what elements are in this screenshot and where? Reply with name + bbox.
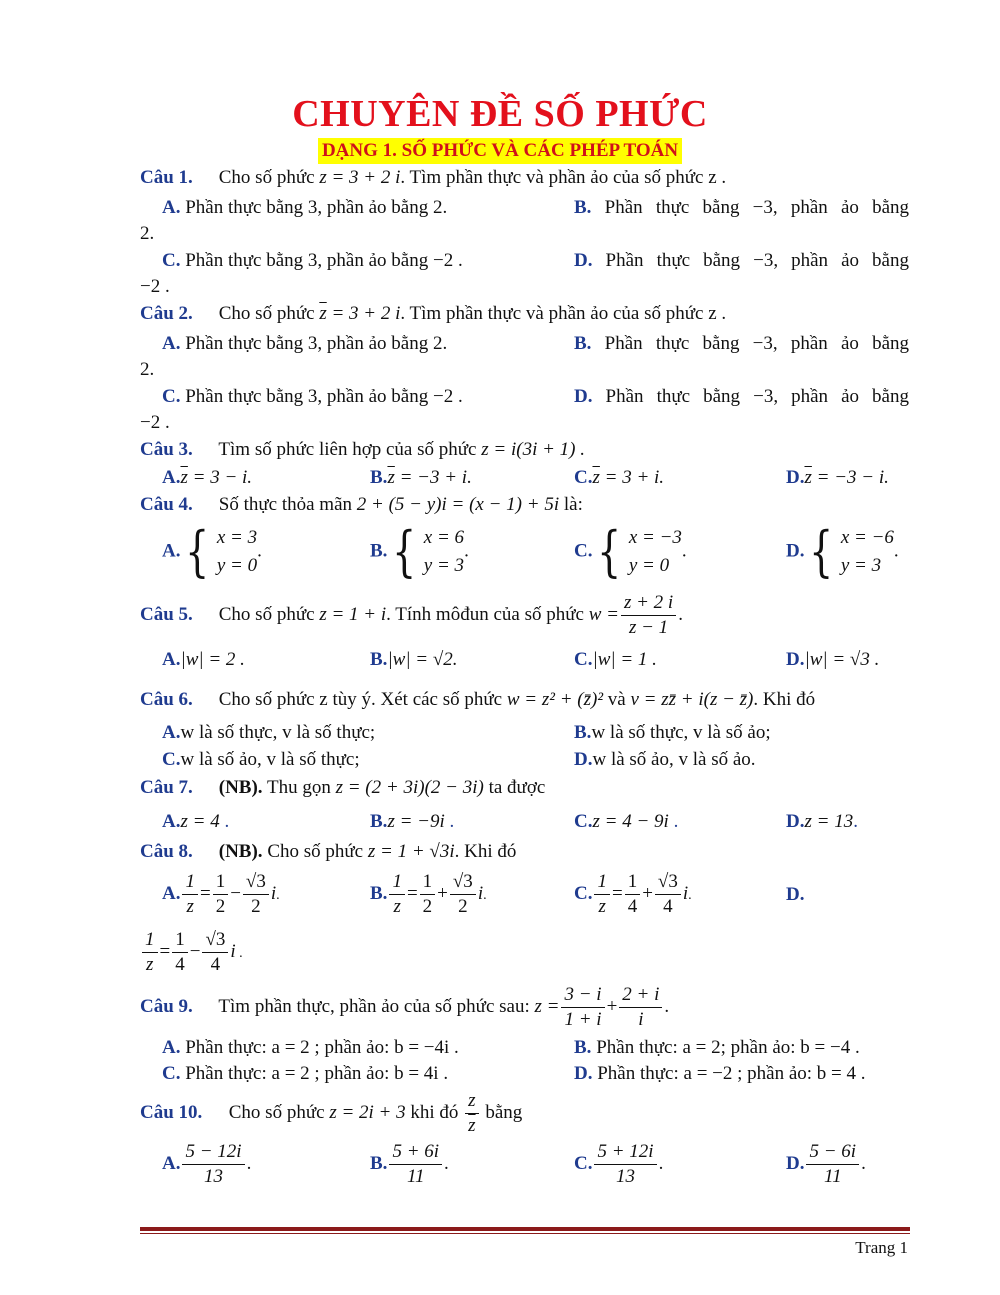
fraction-numerator: z + 2 i xyxy=(621,591,676,616)
answer-b[interactable]: B. $\frac{5 + 6i}{11}$ . xyxy=(370,1141,449,1187)
option-letter: B. xyxy=(574,722,592,743)
answer-a[interactable] xyxy=(162,721,375,745)
answer-d[interactable]: D. { x = −6 y = 3 . xyxy=(786,520,899,583)
answer-d[interactable]: D.z = 13. xyxy=(786,811,858,832)
question-label: Câu 6. xyxy=(140,689,193,710)
question-label: Câu 5. xyxy=(140,604,193,625)
answer-a[interactable]: A. $\frac{5 - 12i}{13}$ . xyxy=(162,1141,252,1187)
answer-b[interactable]: B.z = −9i . xyxy=(370,811,455,832)
section-subtitle: DẠNG 1. SỐ PHỨC VÀ CÁC PHÉP TOÁN xyxy=(318,138,682,164)
fraction xyxy=(621,591,676,640)
answer-d-continued: $\frac{1}{z}$ = $\frac{1}{4}$ − $\frac{√3}{4}$ i . xyxy=(140,928,243,977)
answer-d[interactable]: D. $\frac{5 - 6i}{11}$ . xyxy=(786,1141,866,1187)
option-letter: B. xyxy=(574,333,592,354)
question-label: Câu 1. xyxy=(140,167,193,188)
question-label: Câu 4. xyxy=(140,494,193,515)
option-letter: D. xyxy=(574,250,593,271)
option-letter: A. xyxy=(162,882,181,904)
answer-b[interactable] xyxy=(370,466,472,490)
answer-text: w là số thực, v là số thực; xyxy=(180,722,376,743)
answer-text: w là số ảo, v là số thực; xyxy=(180,749,360,770)
system-row: x = 3 xyxy=(216,527,258,548)
math-conjugate: $\overline{z}$ xyxy=(387,467,395,488)
answer-b[interactable] xyxy=(370,648,458,672)
answer-c[interactable] xyxy=(162,748,360,772)
math-expression: z = i(3i + 1) . xyxy=(481,439,585,460)
answer-text: Phần thực: a = 2 ; phần ảo: b = −4i . xyxy=(185,1037,459,1058)
question-label: Câu 9. xyxy=(140,996,193,1017)
answer-c[interactable] xyxy=(162,385,463,409)
answer-b[interactable] xyxy=(574,196,909,220)
question-label: Câu 2. xyxy=(140,303,193,324)
option-letter: A. xyxy=(162,333,181,354)
math-expression: = 3 + 2 i xyxy=(331,303,401,324)
fraction-denominator: 13 xyxy=(616,1166,636,1187)
answer-c[interactable] xyxy=(574,466,664,490)
question-2 xyxy=(140,302,726,326)
fraction-denominator: 13 xyxy=(204,1166,224,1187)
option-letter: A. xyxy=(162,467,181,488)
option-letter: C. xyxy=(162,1063,181,1084)
question-text: bằng xyxy=(485,1102,523,1123)
math-expression: z = (2 + 3i)(2 − 3i) xyxy=(335,777,484,798)
question-5: Câu 5. Cho số phức z = 1 + i. Tính môđun của số phức w = $\frac{z + 2 i}{z - 1}$ . xyxy=(140,590,683,640)
answer-a[interactable]: A.z = 4 . xyxy=(162,811,230,832)
option-letter: D. xyxy=(574,1063,593,1084)
option-letter: D. xyxy=(786,540,805,562)
question-8 xyxy=(140,840,516,864)
answer-b-continued: 2. xyxy=(140,223,155,244)
question-text: Cho số phức xyxy=(218,303,315,324)
answer-text: Phần thực bằng −3, phần ảo bằng xyxy=(605,386,909,407)
option-letter: C. xyxy=(574,882,593,904)
answer-text: Phần thực bằng −3, phần ảo bằng xyxy=(604,197,909,218)
question-text: Cho số phức z tùy ý. Xét các số phức xyxy=(218,689,503,710)
question-10 xyxy=(140,1088,522,1138)
math-expression: z = 1 + i xyxy=(319,604,387,625)
brace-icon: { xyxy=(809,520,834,583)
difficulty-tag: (NB). xyxy=(218,777,263,798)
question-text: Cho số phức xyxy=(228,1102,325,1123)
answer-text: Phần thực bằng −3, phần ảo bằng xyxy=(604,333,909,354)
answer-text: Phần thực bằng 3, phần ảo bằng 2. xyxy=(185,333,448,354)
footer-divider xyxy=(140,1227,910,1231)
answer-c[interactable]: C. $\frac{1}{z}$ = $\frac{1}{4}$ + $\frac{√3}{4}$ i. xyxy=(574,871,692,917)
option-letter: D. xyxy=(786,1152,805,1174)
option-letter: C. xyxy=(162,250,181,271)
option-letter: C. xyxy=(574,467,593,488)
question-text: . Tìm phần thực và phần ảo của số phức z . xyxy=(400,167,727,188)
answer-text: Phần thực: a = 2 ; phần ảo: b = 4i . xyxy=(185,1063,449,1084)
equation-system xyxy=(387,520,465,583)
brace-icon: { xyxy=(597,520,622,583)
answer-text: = −3 + i. xyxy=(399,467,472,488)
answer-text: Phần thực bằng 3, phần ảo bằng 2. xyxy=(185,197,448,218)
math-w: w = xyxy=(588,604,619,625)
answer-d[interactable] xyxy=(786,466,889,490)
option-letter: A. xyxy=(162,1152,181,1174)
answer-text: Phần thực: a = 2; phần ảo: b = −4 . xyxy=(596,1037,860,1058)
question-text: . Khi đó xyxy=(753,689,816,710)
answer-c[interactable]: C. { x = −3 y = 0 . xyxy=(574,520,687,583)
option-letter: C. xyxy=(162,749,181,770)
system-row: y = 3 xyxy=(423,555,465,576)
question-9: Câu 9. Tìm phần thực, phần ảo của số phức sau: z = $\frac{3 - i}{1 + i}$ + $\frac{2 + i}{i}$ . xyxy=(140,982,669,1032)
answer-text: |w| = 2 . xyxy=(180,649,245,670)
answer-b[interactable] xyxy=(574,1036,860,1060)
system-row: x = −6 xyxy=(840,527,894,548)
option-letter: B. xyxy=(574,197,592,218)
answer-text: Phần thực bằng 3, phần ảo bằng −2 . xyxy=(185,386,463,407)
math-expression: z = 3 + 2 i xyxy=(319,167,401,188)
answer-text: = −3 − i. xyxy=(816,467,889,488)
question-text: Tìm số phức liên hợp của số phức xyxy=(218,439,477,460)
math-expression: 2 + (5 − y)i = (x − 1) + 5i xyxy=(356,494,560,515)
answer-a[interactable] xyxy=(162,332,447,356)
answer-text: |w| = √2. xyxy=(387,649,458,670)
answer-text: w là số ảo, v là số ảo. xyxy=(592,749,756,770)
question-text: và xyxy=(607,689,626,710)
system-row: x = −3 xyxy=(628,527,682,548)
answer-text: |w| = 1 . xyxy=(592,649,657,670)
answer-b-continued: 2. xyxy=(140,359,155,380)
answer-a[interactable] xyxy=(162,196,447,220)
question-text: khi đó xyxy=(410,1102,459,1123)
option-letter: D. xyxy=(786,649,805,670)
fraction-numerator: 5 + 12i xyxy=(594,1140,656,1165)
answer-text: z = 13 xyxy=(804,811,854,832)
question-text: Tìm phần thực, phần ảo của số phức sau: xyxy=(218,996,530,1017)
math-expression: z = 2i + 3 xyxy=(329,1102,406,1123)
option-letter: B. xyxy=(370,467,388,488)
question-7 xyxy=(140,776,545,800)
answer-text: Phần thực bằng −3, phần ảo bằng xyxy=(605,250,909,271)
option-letter: A. xyxy=(162,811,181,832)
answer-c[interactable]: C. $\frac{5 + 12i}{13}$ . xyxy=(574,1141,664,1187)
answer-text: = 3 − i. xyxy=(192,467,253,488)
math-expression: v = zz̄ + i(z − z̄) xyxy=(630,689,754,710)
option-letter: B. xyxy=(370,649,388,670)
answer-d[interactable] xyxy=(574,249,909,273)
brace-icon: { xyxy=(392,520,417,583)
option-letter: C. xyxy=(574,649,593,670)
fraction-numerator: 5 − 12i xyxy=(182,1140,244,1165)
answer-a[interactable] xyxy=(162,648,245,672)
answer-text: w là số thực, v là số ảo; xyxy=(591,722,771,743)
answer-b[interactable]: B. $\frac{1}{z}$ = $\frac{1}{2}$ + $\frac{√3}{2}$ i. xyxy=(370,871,487,917)
option-letter: C. xyxy=(574,811,593,832)
math-conjugate: $\overline{z}$ xyxy=(180,467,188,488)
system-row: x = 6 xyxy=(423,527,465,548)
option-letter: D. xyxy=(786,884,805,905)
answer-d[interactable] xyxy=(574,748,756,772)
option-letter: B. xyxy=(370,811,388,832)
question-text: . Tính môđun của số phức xyxy=(386,604,584,625)
option-letter: B. xyxy=(370,540,388,562)
option-letter: B. xyxy=(370,1152,388,1174)
fraction-denominator: 11 xyxy=(823,1166,842,1187)
question-text: Cho số phức xyxy=(218,604,315,625)
page-number: Trang 1 xyxy=(855,1238,908,1257)
answer-b[interactable] xyxy=(574,332,909,356)
answer-text: z = −9i xyxy=(387,811,445,832)
fraction: $\frac{z}{z}$ xyxy=(465,1089,478,1138)
equation-system xyxy=(804,520,894,583)
option-letter: D. xyxy=(786,467,805,488)
answer-a[interactable]: A. $\frac{1}{z}$ = $\frac{1}{2}$ − $\frac{√3}{2}$ i. xyxy=(162,871,280,917)
option-letter: A. xyxy=(162,649,181,670)
equation-system xyxy=(592,520,682,583)
math-expression: z = 1 + √3i xyxy=(367,841,455,862)
option-letter: A. xyxy=(162,197,181,218)
answer-a[interactable]: A. { x = 3 y = 0 . xyxy=(162,520,262,583)
fraction-denominator: 11 xyxy=(406,1166,425,1187)
system-row: y = 0 xyxy=(628,555,670,576)
answer-b[interactable] xyxy=(574,721,771,745)
answer-b[interactable]: B. { x = 6 y = 3 . xyxy=(370,520,469,583)
subtitle-wrap xyxy=(0,138,1000,164)
answer-text: |w| = √3 . xyxy=(804,649,880,670)
question-text: Cho số phức xyxy=(218,167,315,188)
question-label: Câu 8. xyxy=(140,841,193,862)
answer-text: Phần thực: a = −2 ; phần ảo: b = 4 . xyxy=(597,1063,866,1084)
equation-system xyxy=(180,520,258,583)
question-text: Cho số phức xyxy=(267,841,364,862)
answer-text: Phần thực bằng 3, phần ảo bằng −2 . xyxy=(185,250,463,271)
answer-text: = 3 + i. xyxy=(604,467,665,488)
math-conjugate: $\overline{z}$ xyxy=(804,467,812,488)
option-letter: C. xyxy=(574,1152,593,1174)
answer-d[interactable] xyxy=(574,1062,866,1086)
question-text: . Tìm phần thực và phần ảo của số phức z . xyxy=(400,303,727,324)
math-z: z = xyxy=(534,996,560,1017)
fraction-numerator: 5 − 6i xyxy=(806,1140,859,1165)
option-letter: A. xyxy=(162,722,181,743)
brace-icon: { xyxy=(185,520,210,583)
question-text: ta được xyxy=(488,777,546,798)
answer-d[interactable] xyxy=(574,385,909,409)
question-text: . Khi đó xyxy=(454,841,517,862)
question-3 xyxy=(140,438,585,462)
question-1 xyxy=(140,166,726,190)
difficulty-tag: (NB). xyxy=(218,841,263,862)
answer-d[interactable] xyxy=(786,648,879,672)
answer-a[interactable] xyxy=(162,466,252,490)
option-letter: A. xyxy=(162,540,181,562)
option-letter: D. xyxy=(574,749,593,770)
option-letter: B. xyxy=(574,1037,592,1058)
answer-c[interactable] xyxy=(162,1062,448,1086)
math-conjugate: $\overline{z}$ xyxy=(592,467,600,488)
answer-d-continued: −2 . xyxy=(140,276,170,297)
option-letter: D. xyxy=(786,811,805,832)
footer-divider-thin xyxy=(140,1233,910,1234)
system-row: y = 0 xyxy=(216,555,258,576)
math-expression: w = z² + (z̄)² xyxy=(506,689,604,710)
answer-a[interactable] xyxy=(162,1036,459,1060)
answer-c[interactable]: C.z = 4 − 9i . xyxy=(574,811,679,832)
option-letter: B. xyxy=(370,882,388,904)
option-letter: D. xyxy=(574,386,593,407)
option-letter: C. xyxy=(574,540,593,562)
answer-c[interactable] xyxy=(574,648,657,672)
question-6 xyxy=(140,688,815,712)
math-conjugate: $\overline{z}$ xyxy=(319,303,327,324)
question-4 xyxy=(140,493,583,517)
option-letter: C. xyxy=(162,386,181,407)
question-label: Câu 10. xyxy=(140,1102,203,1123)
question-text: Số thực thỏa mãn xyxy=(218,494,353,515)
document-title: CHUYÊN ĐỀ SỐ PHỨC xyxy=(292,93,708,135)
answer-c[interactable] xyxy=(162,249,463,273)
fraction-numerator: 5 + 6i xyxy=(389,1140,442,1165)
option-letter: A. xyxy=(162,1037,181,1058)
question-text: Thu gọn xyxy=(266,777,331,798)
answer-d[interactable] xyxy=(786,883,804,907)
answer-text: z = 4 xyxy=(180,811,220,832)
system-row: y = 3 xyxy=(840,555,882,576)
question-label: Câu 7. xyxy=(140,777,193,798)
question-label: Câu 3. xyxy=(140,439,193,460)
question-text: là: xyxy=(563,494,583,515)
answer-text: z = 4 − 9i xyxy=(592,811,669,832)
fraction-denominator: z − 1 xyxy=(628,617,669,639)
answer-d-continued: −2 . xyxy=(140,412,170,433)
